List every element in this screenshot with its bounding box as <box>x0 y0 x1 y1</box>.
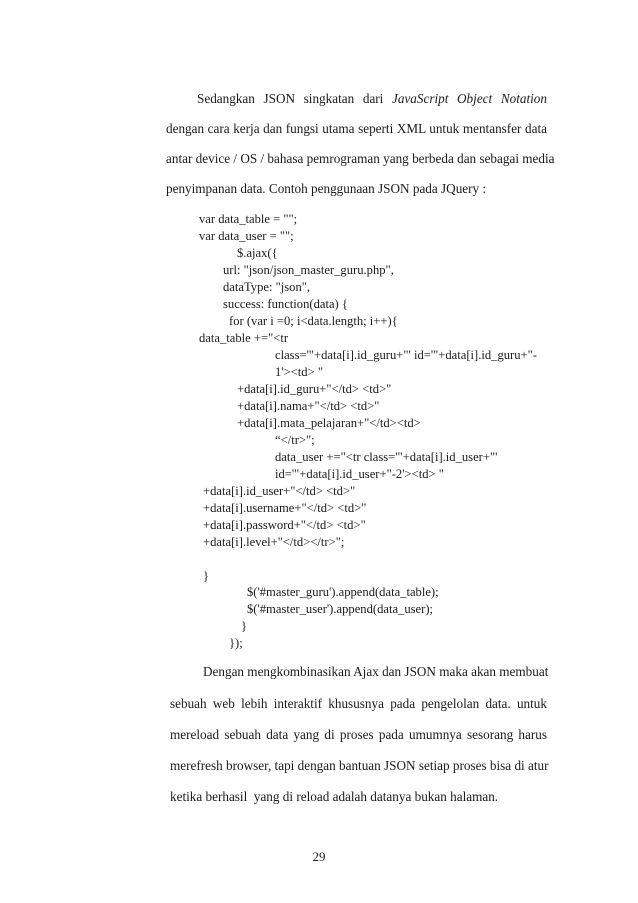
paragraph2-line-5: ketika berhasil yang di reload adalah datanya bukan halaman. <box>170 789 499 804</box>
paragraph2-line-4: merefresh browser, tapi dengan bantuan JSON setiap proses bisa di atur <box>170 758 549 773</box>
paragraph2-line-1: Dengan mengkombinasikan Ajax dan JSON maka akan membuat <box>203 664 549 679</box>
code-line: +data[i].level+"</td></tr>"; <box>203 535 345 549</box>
page-number: 29 <box>312 849 326 864</box>
code-line: “</tr>"; <box>275 433 315 447</box>
code-line: data_user +="<tr class='"+data[i].id_user+"' <box>275 450 498 464</box>
code-line: +data[i].id_guru+"</td> <td>" <box>237 382 392 396</box>
code-line: for (var i =0; i<data.length; i++){ <box>229 314 398 328</box>
code-line: }); <box>229 636 243 650</box>
code-line: dataType: "json", <box>223 280 311 294</box>
code-line: data_table +="<tr <box>199 331 289 345</box>
paragraph1-line-2: dengan cara kerja dan fungsi utama seperti XML untuk mentansfer data <box>166 121 547 136</box>
code-line: id='"+data[i].id_user+"-2'><td> " <box>275 467 444 481</box>
code-line: +data[i].mata_pelajaran+"</td><td> <box>237 416 421 430</box>
code-line: +data[i].password+"</td> <td>" <box>203 518 366 532</box>
code-line: var data_user = ""; <box>199 229 294 243</box>
code-line: +data[i].nama+"</td> <td>" <box>237 399 380 413</box>
code-line: 1'><td> " <box>275 365 323 379</box>
paragraph2-line-3: mereload sebuah data yang di proses pada umumnya sesorang harus <box>170 727 547 742</box>
paragraph1-line-1: Sedangkan JSON singkatan dari JavaScript Object Notation <box>197 91 547 106</box>
paragraph1-line-3: antar device / OS / bahasa pemrograman yang berbeda dan sebagai media <box>166 151 555 166</box>
code-line: success: function(data) { <box>223 297 348 311</box>
code-line: var data_table = ""; <box>199 212 298 226</box>
code-line: class='"+data[i].id_guru+"' id='"+data[i].id_guru+"- <box>275 348 537 362</box>
code-line: url: "json/json_master_guru.php", <box>223 263 394 277</box>
code-line: +data[i].id_user+"</td> <td>" <box>203 484 356 498</box>
paragraph2-line-2: sebuah web lebih interaktif khususnya pada pengelolan data. untuk <box>170 696 547 711</box>
code-line: $.ajax({ <box>237 246 278 260</box>
code-line: +data[i].username+"</td> <td>" <box>203 501 367 515</box>
code-line: } <box>203 569 210 583</box>
code-line: } <box>241 619 248 633</box>
code-line: $('#master_user').append(data_user); <box>247 602 434 616</box>
code-line: $('#master_guru').append(data_table); <box>247 585 439 599</box>
paragraph1-line-4: penyimpanan data. Contoh penggunaan JSON pada JQuery : <box>166 181 487 196</box>
